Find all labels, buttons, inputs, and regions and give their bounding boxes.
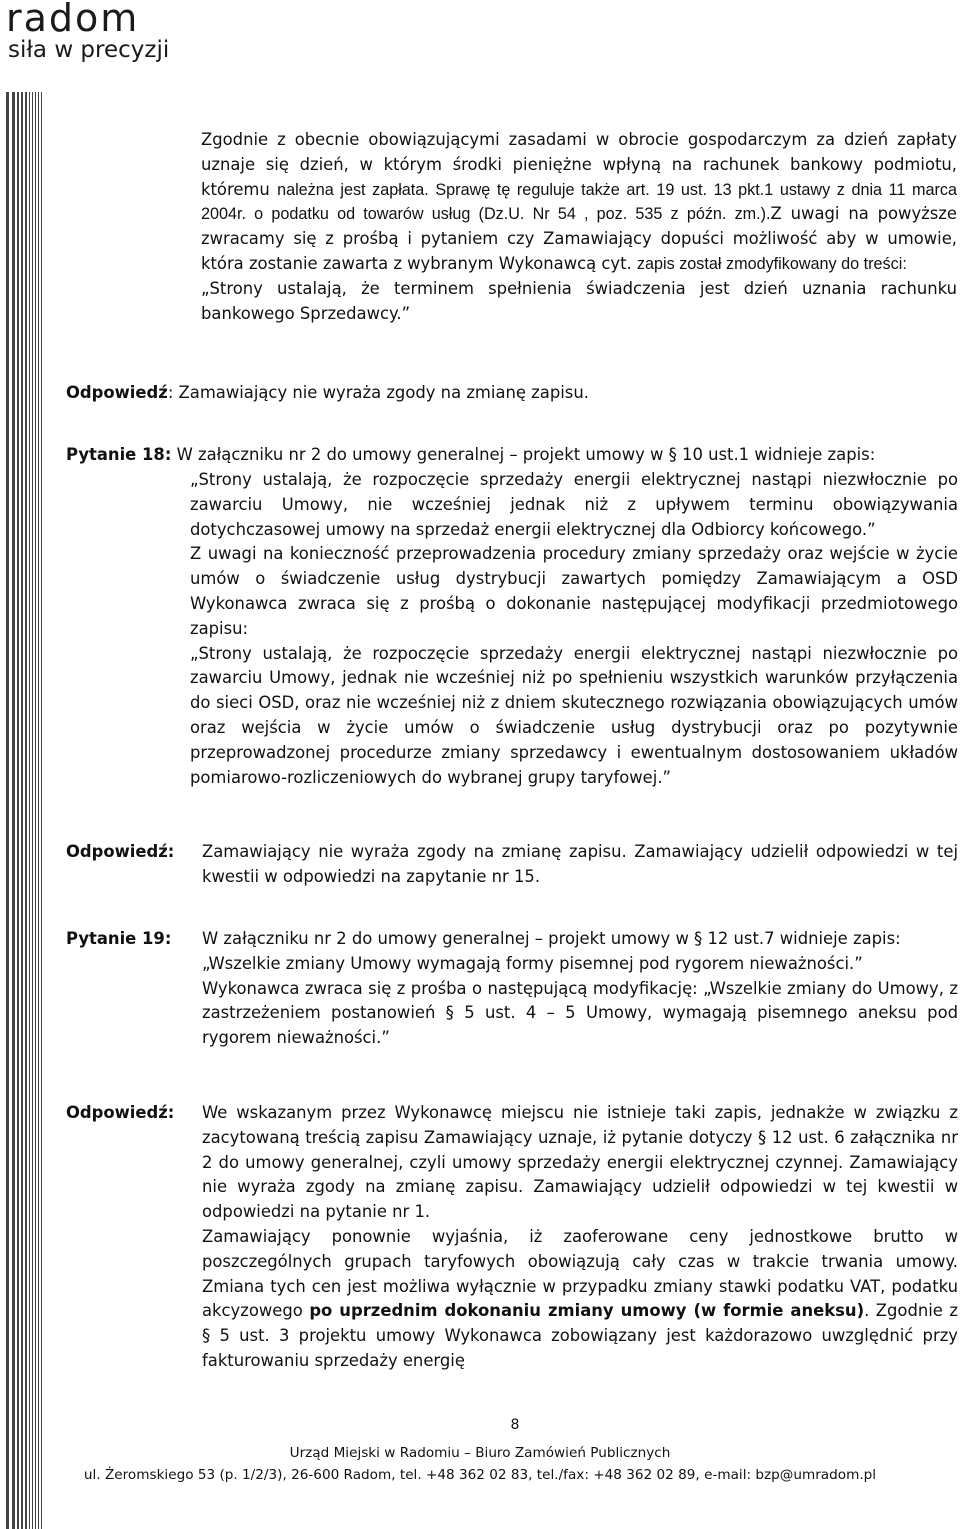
question-18-body [190, 468, 958, 790]
answer-19-body [202, 1101, 958, 1374]
answer-17-label: Odpowiedź [66, 383, 168, 402]
question-18-label: Pytanie 18: [66, 445, 172, 464]
page-number: 8 [510, 1417, 520, 1433]
answer-19-paragraph-2 [202, 1225, 958, 1374]
question-18-quote-1: „Strony ustalają, że rozpoczęcie sprzedaży energii elektrycznej nastąpi niezwłocznie po zawarciu Umowy, nie wcześniej jednak niż z upływem terminu obowiązywania dotychczasowej umowy na sprzedaż energii elektrycznej dla Odbiorcy końcowego.” [190, 470, 958, 539]
footer-office: Urząd Miejski w Radomiu – Biuro Zamówień Publicznych [289, 1445, 671, 1461]
answer-18-text: Zamawiający nie wyraża zgody na zmianę zapisu. Zamawiający udzielił odpowiedzi w tej kwestii w odpowiedzi na zapytanie nr 15. [202, 842, 958, 886]
question-18-first-line: W załączniku nr 2 do umowy generalnej – projekt umowy w § 10 ust.1 widnieje zapis: [171, 445, 876, 464]
intro-text-c: Z uwagi na powyższe zwracamy się z prośbą i pytaniem czy Zamawiający dopuści możliwość aby w umowie, która zostanie zawarta z wybranym Wykonawcą cyt. [201, 204, 957, 273]
intro-quote: „Strony ustalają, że terminem spełnienia świadczenia jest dzień uznania rachunku bankowego Sprzedawcy.” [201, 278, 957, 323]
logo-wordmark: radom [6, 0, 140, 40]
answer-17 [66, 381, 956, 406]
answer-19-paragraph-2-a: Zamawiający ponownie wyjaśnia, iż zaoferowane ceny jednostkowe brutto w poszczególnych grupach taryfowych obowiązują cały czas w trakcie trwania umowy. Zmiana tych cen jest możliwa wyłącznie w przypadku zmiany stawki podatku VAT, podatku akcyzowego [202, 1226, 958, 1321]
question-19-body [202, 927, 958, 1051]
answer-19-emphasis: po uprzednim dokonaniu zmiany umowy (w formie aneksu) [309, 1301, 865, 1321]
decorative-stripes [6, 92, 50, 1529]
question-19-request: Wykonawca zwraca się z prośba o następującą modyfikację: „Wszelkie zmiany do Umowy, z zastrzeżeniem postanowień § 5 ust. 4 – 5 Umowy, wymagają pisemnego aneksu pod rygorem nieważności.” [202, 978, 958, 1048]
intro-text-d: zapis został zmodyfikowany do treści: [636, 254, 907, 273]
question-19-first-line: W załączniku nr 2 do umowy generalnej – projekt umowy w § 12 ust.7 widnieje zapis: [202, 929, 901, 948]
question-19-quote: „Wszelkie zmiany Umowy wymagają formy pisemnej pod rygorem nieważności.” [202, 953, 863, 973]
question-18-quote-2: „Strony ustalają, że rozpoczęcie sprzedaży energii elektrycznej nastąpi niezwłocznie po zawarciu Umowy, jednak nie wcześniej niż po spełnieniu wszystkich warunków przyłączenia do sieci OSD, oraz nie wcześniej niż z dniem skutecznego rozwiązania obowiązujących umów oraz wejścia w życie umów o świadczenie usług dystrybucji oraz po pozytywnie przeprowadzonej procedurze zmiany sprzedawcy i ewentualnym dostosowaniem układów pomiarowo-rozliczeniowych do wybranej grupy taryfowej.” [190, 643, 958, 787]
logo-slogan: siła w precyzji [8, 37, 170, 63]
answer-19-paragraph-2-c: . Zgodnie z § 5 ust. 3 projektu umowy Wykonawca zobowiązany jest każdorazowo uwzględnić przy fakturowaniu sprzedaży energię [202, 1301, 958, 1370]
intro-text-b: należna jest zapłata. Sprawę tę reguluje także art. 19 ust. 13 pkt.1 ustawy z dnia 11 marca 2004r. o podatku od towarów usług (Dz.U. Nr 54 , poz. 535 z późn. zm.). [201, 180, 957, 224]
intro-text-a: Zgodnie z obecnie obowiązującymi zasadami w obrocie gospodarczym za dzień zapłaty uznaje się dzień, w którym środki pieniężne wpłyną na rachunek bankowy podmiotu, któremu [201, 130, 957, 199]
footer-address: ul. Żeromskiego 53 (p. 1/2/3), 26-600 Radom, tel. +48 362 02 83, tel./fax: +48 362 02 89, e-mail: bzp@umradom.pl [83, 1467, 877, 1483]
answer-19-label: Odpowiedź: [66, 1103, 175, 1122]
question-18-request: Z uwagi na konieczność przeprowadzenia procedury zmiany sprzedaży oraz wejście w życie umów o świadczenie usług dystrybucji zawartych pomiędzy Zamawiającym a OSD Wykonawca zwraca się z prośbą o dokonanie następującej modyfikacji przedmiotowego zapisu: [190, 544, 958, 638]
intro-paragraph [201, 128, 957, 326]
question-19-label: Pytanie 19: [66, 929, 172, 948]
question-18 [66, 443, 958, 468]
radom-logo [6, 2, 206, 68]
answer-18-label: Odpowiedź: [66, 842, 175, 861]
answer-19-paragraph-1: We wskazanym przez Wykonawcę miejscu nie istnieje taki zapis, jednakże w związku z zacytowaną treścią zapisu Zamawiający uznaje, iż pytanie dotyczy § 12 ust. 6 załącznika nr 2 do umowy generalnej, czyli umowy sprzedaży energii elektrycznej czynnej. Zamawiający nie wyraża zgody na zmianę zapisu. Zamawiający udzielił odpowiedzi w tej kwestii w odpowiedzi na pytanie nr 1. [202, 1103, 958, 1222]
answer-17-text: : Zamawiający nie wyraża zgody na zmianę zapisu. [167, 383, 589, 402]
